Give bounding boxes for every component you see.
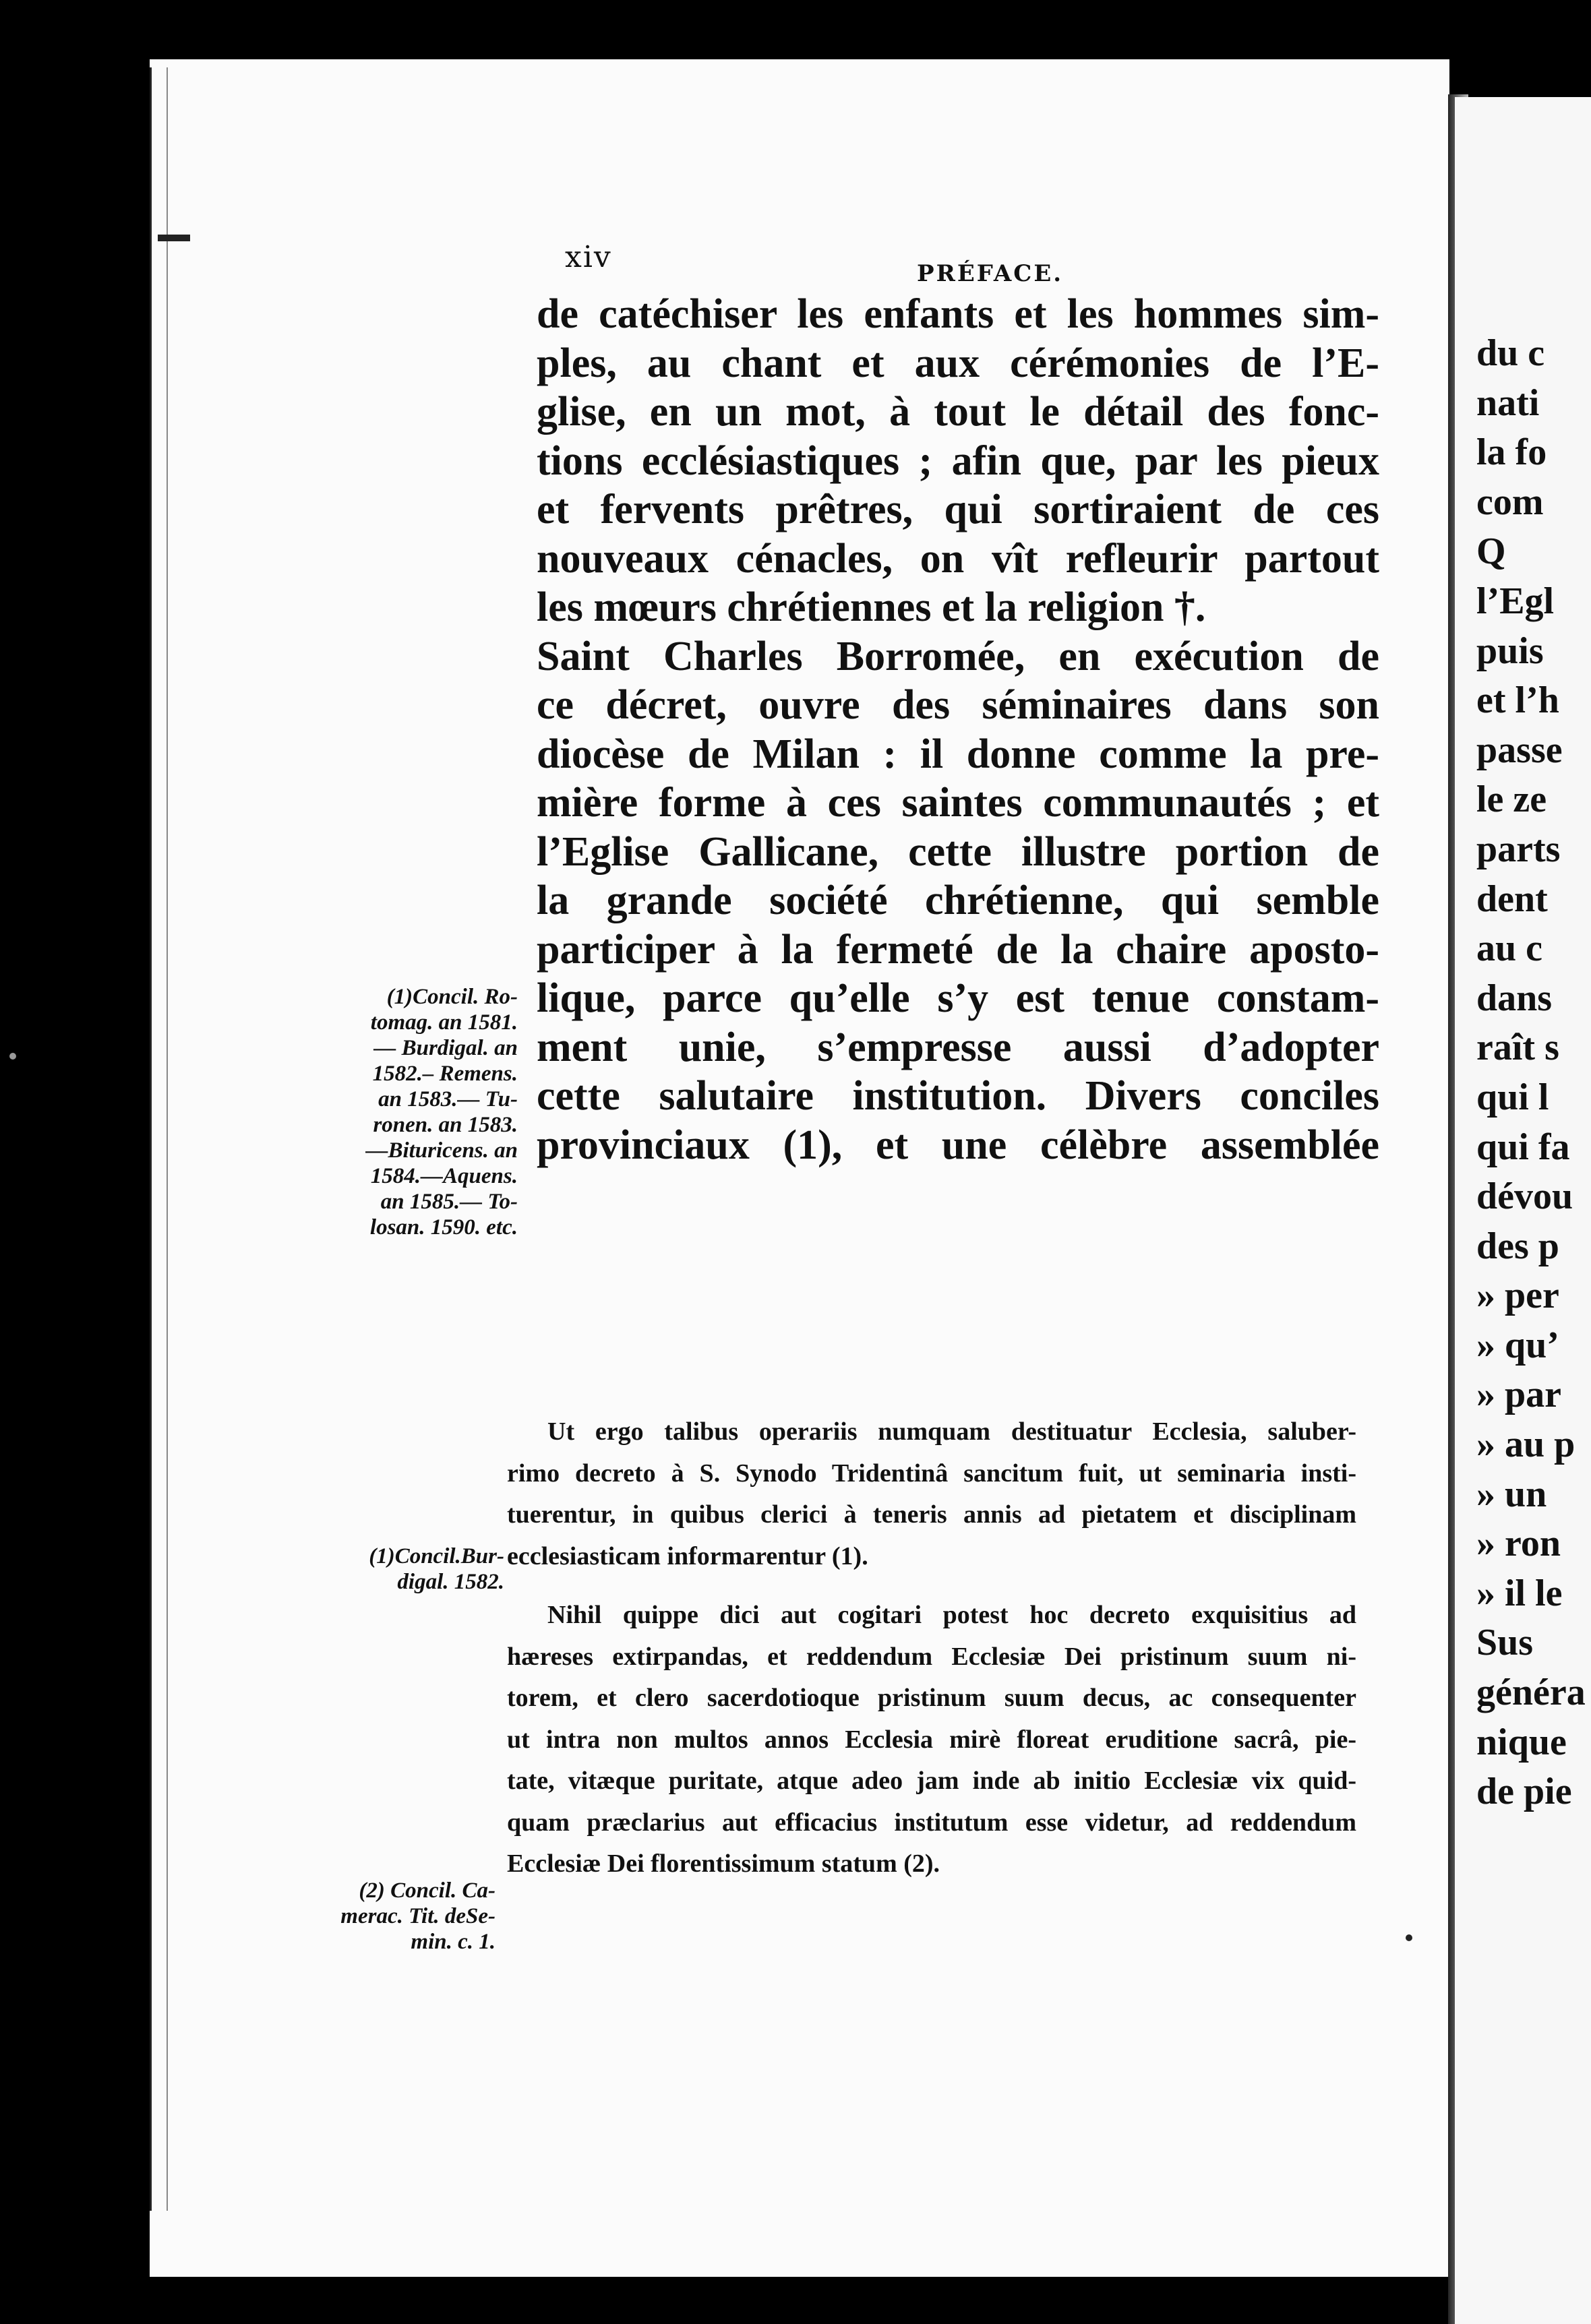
- main-body-text: [537, 290, 1379, 1169]
- latin-line: tuerentur, in quibus clerici à teneris annis ad pietatem et disciplinam: [507, 1500, 1356, 1529]
- latin-line: ut intra non multos annos Ecclesia mirè floreat eruditione sacrâ, pie-: [507, 1725, 1356, 1754]
- latin-paragraph-2: [507, 1595, 1356, 1885]
- next-line: Sus: [1476, 1622, 1534, 1664]
- latin-line: Nihil quippe dici aut cogitari potest hoc decreto exquisitius ad: [547, 1601, 1356, 1629]
- margin-note-camerac: [310, 1878, 496, 1955]
- note-line: ronen. an 1583.: [373, 1113, 518, 1137]
- next-line: dent: [1476, 878, 1548, 920]
- text-line: de catéchiser les enfants et les hommes sim-: [537, 291, 1379, 337]
- text-line: nouveaux cénacles, on vît refleurir partout: [537, 535, 1379, 582]
- note-line: (2) Concil. Ca-: [359, 1878, 496, 1903]
- note-line: an 1583.— Tu-: [378, 1087, 518, 1111]
- next-line: et l’h: [1476, 679, 1559, 722]
- running-title: PRÉFACE.: [917, 260, 1064, 287]
- latin-line: tate, vitæque puritate, atque adeo jam inde ab initio Ecclesiæ vix quid-: [507, 1767, 1356, 1795]
- next-line: » par: [1476, 1374, 1561, 1416]
- latin-line: ecclesiasticam informarentur (1).: [507, 1541, 868, 1570]
- next-line: du c: [1476, 332, 1545, 374]
- note-line: (1)Concil. Ro-: [386, 985, 518, 1009]
- latin-quotation: [507, 1411, 1356, 1885]
- latin-line: Ecclesiæ Dei florentissimum statum (2).: [507, 1849, 940, 1878]
- note-line: —Bituricens. an: [365, 1138, 518, 1163]
- latin-line: quam præclarius aut efficacius institutum esse videtur, ad reddendum: [507, 1808, 1356, 1837]
- ink-dot: [1406, 1934, 1412, 1941]
- text-line: Saint Charles Borromée, en exécution de: [537, 633, 1379, 679]
- text-line: mière forme à ces saintes communautés ; et: [537, 780, 1379, 826]
- next-line: » il le: [1476, 1572, 1563, 1614]
- next-line: de pie: [1476, 1771, 1572, 1813]
- next-line: qui l: [1476, 1076, 1549, 1118]
- text-line: la grande société chrétienne, qui semble: [537, 878, 1379, 923]
- text-line: les mœurs chrétiennes et la religion †.: [537, 584, 1206, 630]
- next-line: passe: [1476, 729, 1563, 771]
- next-line: » un: [1476, 1473, 1547, 1515]
- next-line: qui fa: [1476, 1126, 1570, 1168]
- text-line: et fervents prêtres, qui sortiraient de ces: [537, 487, 1379, 532]
- next-line: dans: [1476, 977, 1553, 1019]
- next-line: nati: [1476, 381, 1540, 424]
- scan-speck: [9, 1053, 16, 1060]
- latin-paragraph-1: [507, 1411, 1356, 1577]
- note-line: min. c. 1.: [411, 1930, 496, 1954]
- next-line: parts: [1476, 828, 1561, 870]
- next-line: raît s: [1476, 1027, 1559, 1069]
- next-line: Q: [1476, 530, 1506, 573]
- next-line: nique: [1476, 1721, 1567, 1763]
- text-line: provinciaux (1), et une célèbre assemblée: [537, 1122, 1379, 1168]
- note-line: — Burdigal. an: [373, 1036, 518, 1060]
- text-line: lique, parce qu’elle s’y est tenue constam-: [537, 975, 1379, 1021]
- note-line: merac. Tit. deSe-: [340, 1904, 496, 1928]
- note-line: digal. 1582.: [397, 1570, 504, 1594]
- next-line: » au p: [1476, 1424, 1575, 1466]
- next-line: au c: [1476, 927, 1542, 970]
- page-number: xiv: [565, 240, 612, 274]
- next-line: dévou: [1476, 1175, 1573, 1218]
- margin-note-burdigal: [322, 1543, 504, 1595]
- next-line: » per: [1476, 1275, 1559, 1317]
- latin-line: hæreses extirpandas, et reddendum Ecclesiæ Dei pristinum suum ni-: [507, 1642, 1356, 1671]
- text-line: tions ecclésiastiques ; afin que, par les pieux: [537, 437, 1379, 484]
- next-line: le ze: [1476, 778, 1547, 821]
- text-line: participer à la fermeté de la chaire aposto-: [537, 926, 1379, 973]
- note-line: losan. 1590. etc.: [369, 1215, 518, 1240]
- text-line: glise, en un mot, à tout le détail des fonc-: [537, 389, 1379, 435]
- note-line: an 1585.— To-: [380, 1190, 518, 1214]
- page-tab-mark: [158, 235, 190, 241]
- note-line: 1582.– Remens.: [372, 1062, 518, 1086]
- text-line: cette salutaire institution. Divers conciles: [537, 1073, 1379, 1119]
- latin-line: torem, et clero sacerdotioque pristinum suum decus, ac consequenter: [507, 1684, 1356, 1712]
- text-line: ce décret, ouvre des séminaires dans son: [537, 682, 1379, 728]
- note-line: tomag. an 1581.: [370, 1010, 518, 1035]
- page-binding-edge: [150, 67, 168, 2211]
- latin-line: Ut ergo talibus operariis numquam destituatur Ecclesia, saluber-: [547, 1417, 1356, 1446]
- next-line: l’Egl: [1476, 580, 1555, 622]
- next-page-text: [1476, 329, 1586, 1817]
- note-line: 1584.—Aquens.: [370, 1164, 518, 1188]
- next-line: puis: [1476, 630, 1544, 672]
- latin-line: rimo decreto à S. Synodo Tridentinâ sancitum fuit, ut seminaria insti-: [507, 1459, 1356, 1488]
- next-line: » ron: [1476, 1523, 1561, 1565]
- next-line: la fo: [1476, 431, 1547, 474]
- text-line: l’Eglise Gallicane, cette illustre portion de: [537, 828, 1379, 875]
- next-line: généra: [1476, 1672, 1586, 1714]
- margin-note-councils: [322, 984, 518, 1240]
- next-line: des p: [1476, 1225, 1559, 1267]
- next-line: com: [1476, 481, 1544, 523]
- text-line: ples, au chant et aux cérémonies de l’E-: [537, 340, 1379, 386]
- text-line: ment unie, s’empresse aussi d’adopter: [537, 1024, 1379, 1070]
- note-line: (1)Concil.Bur-: [369, 1544, 504, 1568]
- text-line: diocèse de Milan : il donne comme la pre-: [537, 731, 1379, 777]
- next-line: » qu’: [1476, 1324, 1559, 1366]
